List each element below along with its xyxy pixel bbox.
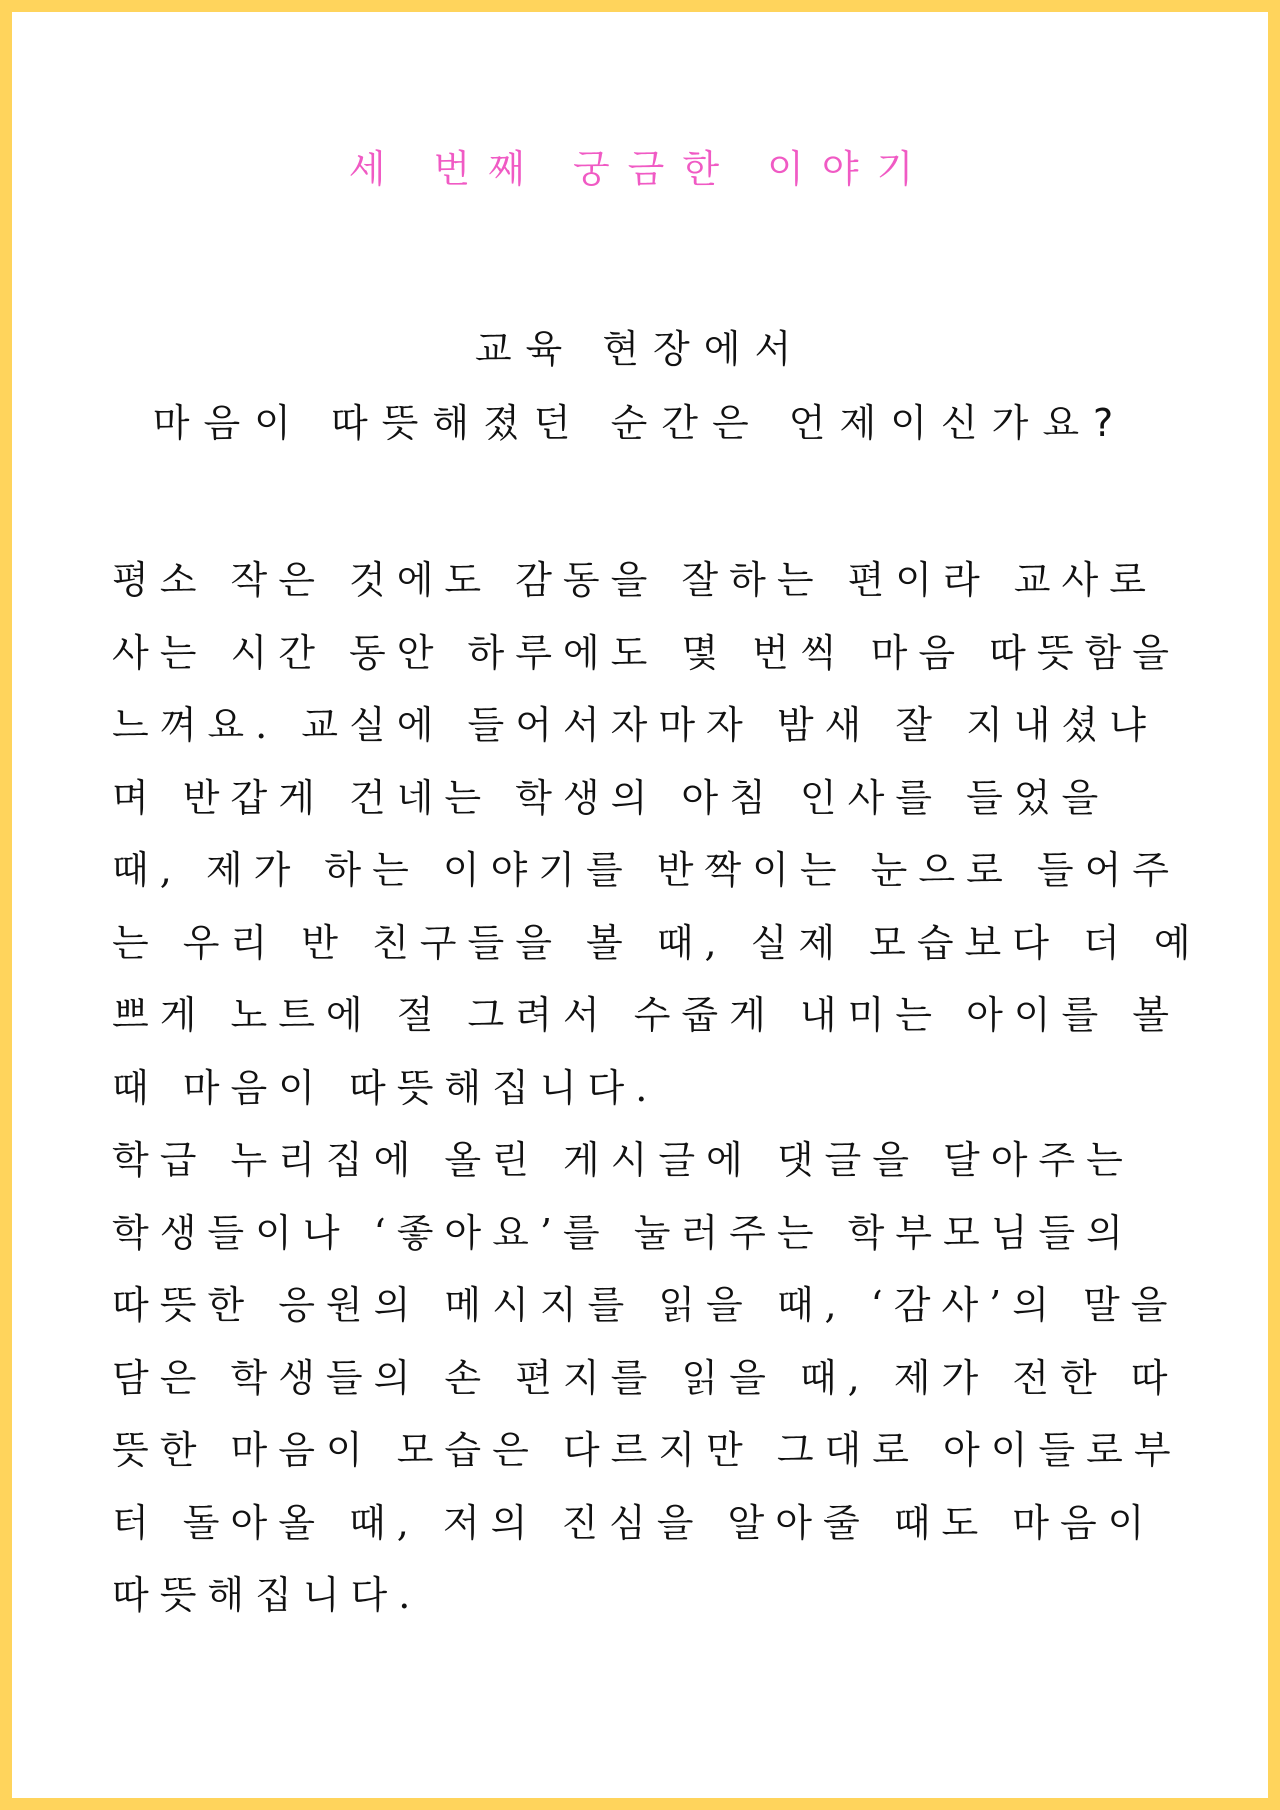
question-line-2: 마음이 따뜻해졌던 순간은 언제이신가요? <box>152 401 1128 445</box>
body-line: 쁘게 노트에 절 그려서 수줍게 내미는 아이를 볼 <box>112 993 1181 1037</box>
body-line: 학급 누리집에 올린 게시글에 댓글을 달아주는 <box>112 1138 1134 1182</box>
body-line: 느껴요. 교실에 들어서자마자 밤새 잘 지내셨냐 <box>112 703 1157 747</box>
body-line: 터 돌아올 때, 저의 진심을 알아줄 때도 마음이 <box>112 1500 1156 1545</box>
body-line: 따뜻한 응원의 메시지를 읽을 때, ‘감사’의 말을 <box>112 1283 1179 1327</box>
body-line: 평소 작은 것에도 감동을 잘하는 편이라 교사로 <box>112 558 1157 602</box>
body-line: 뜻한 마음이 모습은 다르지만 그대로 아이들로부 <box>112 1428 1182 1472</box>
question-line-1: 교육 현장에서 <box>474 327 806 371</box>
body-line: 사는 시간 동안 하루에도 몇 번씩 마음 따뜻함을 <box>112 630 1181 675</box>
body-line: 담은 학생들의 손 편지를 읽을 때, 제가 전한 따 <box>112 1355 1179 1400</box>
body-line: 따뜻해집니다. <box>112 1573 422 1617</box>
series-title: 세 번째 궁금한 이야기 <box>348 147 932 191</box>
body-line: 때, 제가 하는 이야기를 반짝이는 눈으로 들어주 <box>112 848 1181 892</box>
body-line: 며 반갑게 건네는 학생의 아침 인사를 들었을 <box>112 775 1110 820</box>
body-line: 학생들이나 ‘좋아요’를 눌러주는 학부모님들의 <box>112 1210 1134 1255</box>
body-text <box>112 544 1202 1632</box>
question-title <box>12 312 1268 460</box>
body-line: 는 우리 반 친구들을 볼 때, 실제 모습보다 더 예 <box>112 920 1202 965</box>
body-line: 때 마음이 따뜻해집니다. <box>112 1065 659 1110</box>
